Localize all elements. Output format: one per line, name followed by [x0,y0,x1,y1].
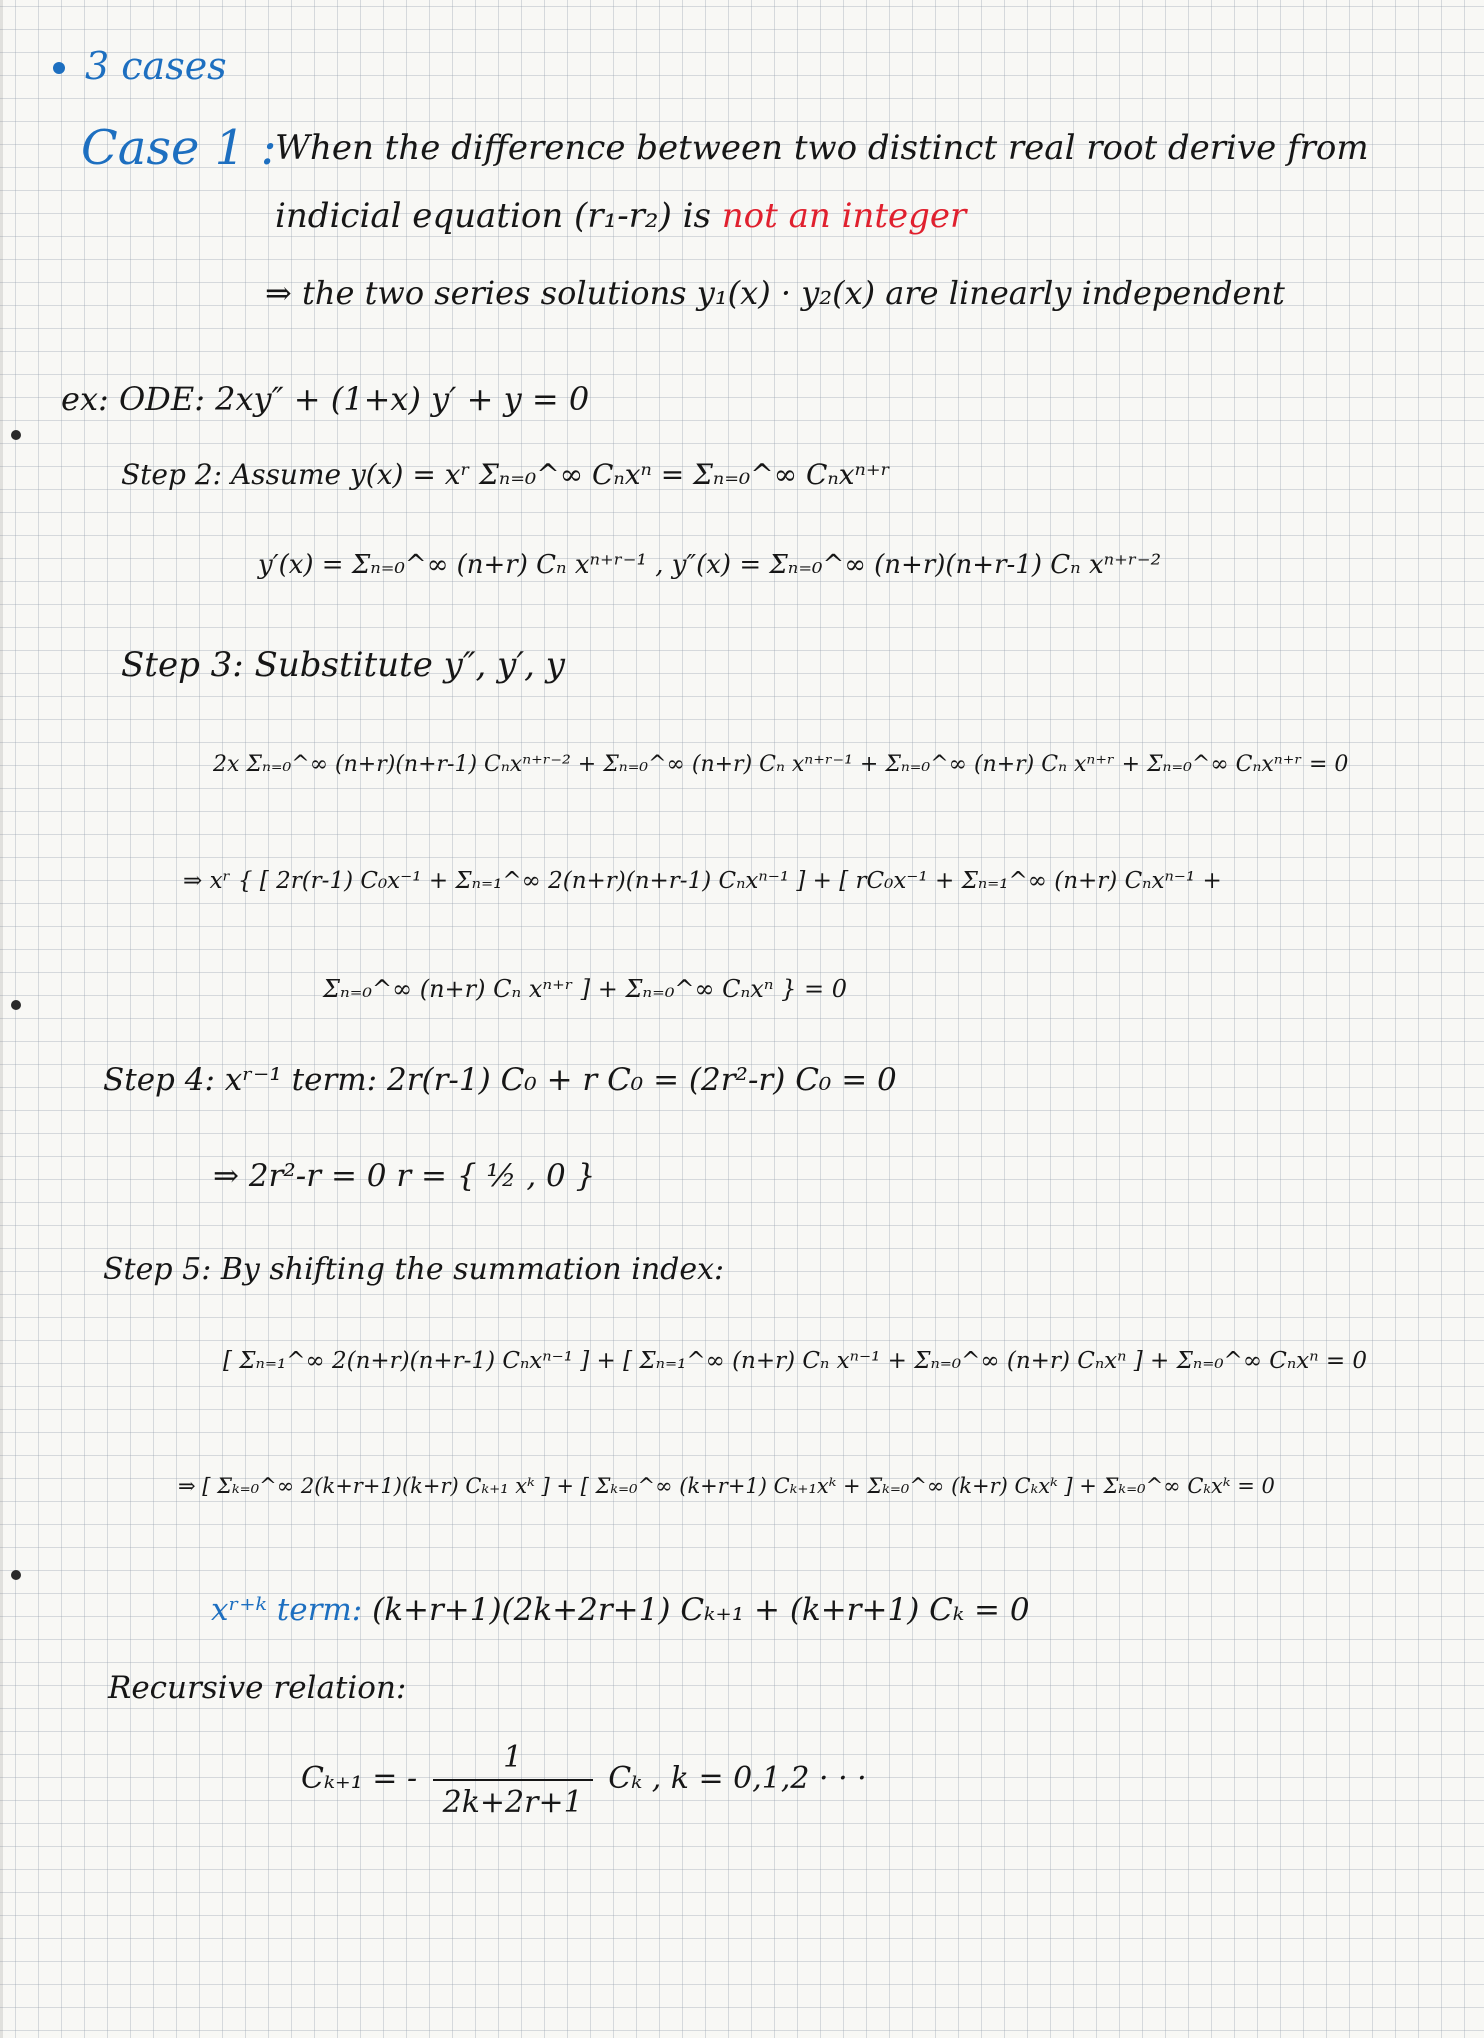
recursive-lhs: Cₖ₊₁ = - [301,1761,418,1796]
step5-equation-2: ⇒ [ Σₖ₌₀^∞ 2(k+r+1)(k+r) Cₖ₊₁ xᵏ ] + [ Σₖ₌₀^∞ (k+r+1) Cₖ₊₁xᵏ + Σₖ₌₀^∞ (k+r) Cₖxᵏ ] + Σₖ₌₀^∞ Cₖxᵏ = 0 [178,1474,1275,1498]
binder-hole [11,430,21,440]
step2-derivatives: y′(x) = Σₙ₌₀^∞ (n+r) Cₙ xⁿ⁺ʳ⁻¹ , y″(x) = Σₙ₌₀^∞ (n+r)(n+r-1) Cₙ xⁿ⁺ʳ⁻² [258,550,1162,580]
binder-hole [11,1000,21,1010]
case1-line1: When the difference between two distinct real root derive from [275,128,1369,168]
case1-line2 [275,196,966,236]
recursive-rhs: Cₖ , k = 0,1,2 · · · [608,1761,867,1796]
recursive-numerator: 1 [433,1740,593,1781]
example-ode: ex: ODE: 2xy″ + (1+x) y′ + y = 0 [61,380,590,418]
case1-line2-text: indicial equation (r₁-r₂) is [275,196,711,236]
step2-assume: Step 2: Assume y(x) = xʳ Σₙ₌₀^∞ Cₙxⁿ = Σₙ₌₀^∞ Cₙxⁿ⁺ʳ [121,458,891,491]
recursive-formula [301,1740,867,1820]
term-label: xʳ⁺ᵏ term: [211,1592,363,1628]
step3-substitute: Step 3: Substitute y″, y′, y [121,645,565,685]
step3-equation-1: 2x Σₙ₌₀^∞ (n+r)(n+r-1) Cₙxⁿ⁺ʳ⁻² + Σₙ₌₀^∞ (n+r) Cₙ xⁿ⁺ʳ⁻¹ + Σₙ₌₀^∞ (n+r) Cₙ xⁿ⁺ʳ + Σₙ₌₀^∞ Cₙxⁿ⁺ʳ = 0 [213,752,1349,777]
recursive-fraction [433,1740,593,1820]
step5-shift: Step 5: By shifting the summation index: [103,1252,725,1287]
case1-line3: ⇒ the two series solutions y₁(x) · y₂(x) are linearly independent [265,274,1285,312]
step4-roots: ⇒ 2r²-r = 0 r = { ½ , 0 } [213,1158,596,1194]
bullet-heading: 3 cases [85,44,227,88]
term-line [211,1592,1030,1628]
term-equation: (k+r+1)(2k+2r+1) Cₖ₊₁ + (k+r+1) Cₖ = 0 [372,1592,1030,1628]
binder-hole [11,1570,21,1580]
step3-equation-3: Σₙ₌₀^∞ (n+r) Cₙ xⁿ⁺ʳ ] + Σₙ₌₀^∞ Cₙxⁿ } = 0 [323,975,848,1003]
not-an-integer-highlight: not an integer [721,196,967,236]
step4-term: Step 4: xʳ⁻¹ term: 2r(r-1) C₀ + r C₀ = (2r²-r) C₀ = 0 [103,1062,897,1098]
recursive-denominator: 2k+2r+1 [442,1785,583,1820]
step5-equation-1: [ Σₙ₌₁^∞ 2(n+r)(n+r-1) Cₙxⁿ⁻¹ ] + [ Σₙ₌₁^∞ (n+r) Cₙ xⁿ⁻¹ + Σₙ₌₀^∞ (n+r) Cₙxⁿ ] + Σₙ₌₀^∞ Cₙxⁿ = 0 [223,1348,1368,1374]
step3-equation-2: ⇒ xʳ { [ 2r(r-1) C₀x⁻¹ + Σₙ₌₁^∞ 2(n+r)(n+r-1) Cₙxⁿ⁻¹ ] + [ rC₀x⁻¹ + Σₙ₌₁^∞ (n+r) Cₙxⁿ⁻¹ + [183,868,1222,894]
recursive-relation-label: Recursive relation: [108,1670,407,1706]
bullet-dot [53,62,65,74]
case1-label: Case 1 : [81,120,277,176]
